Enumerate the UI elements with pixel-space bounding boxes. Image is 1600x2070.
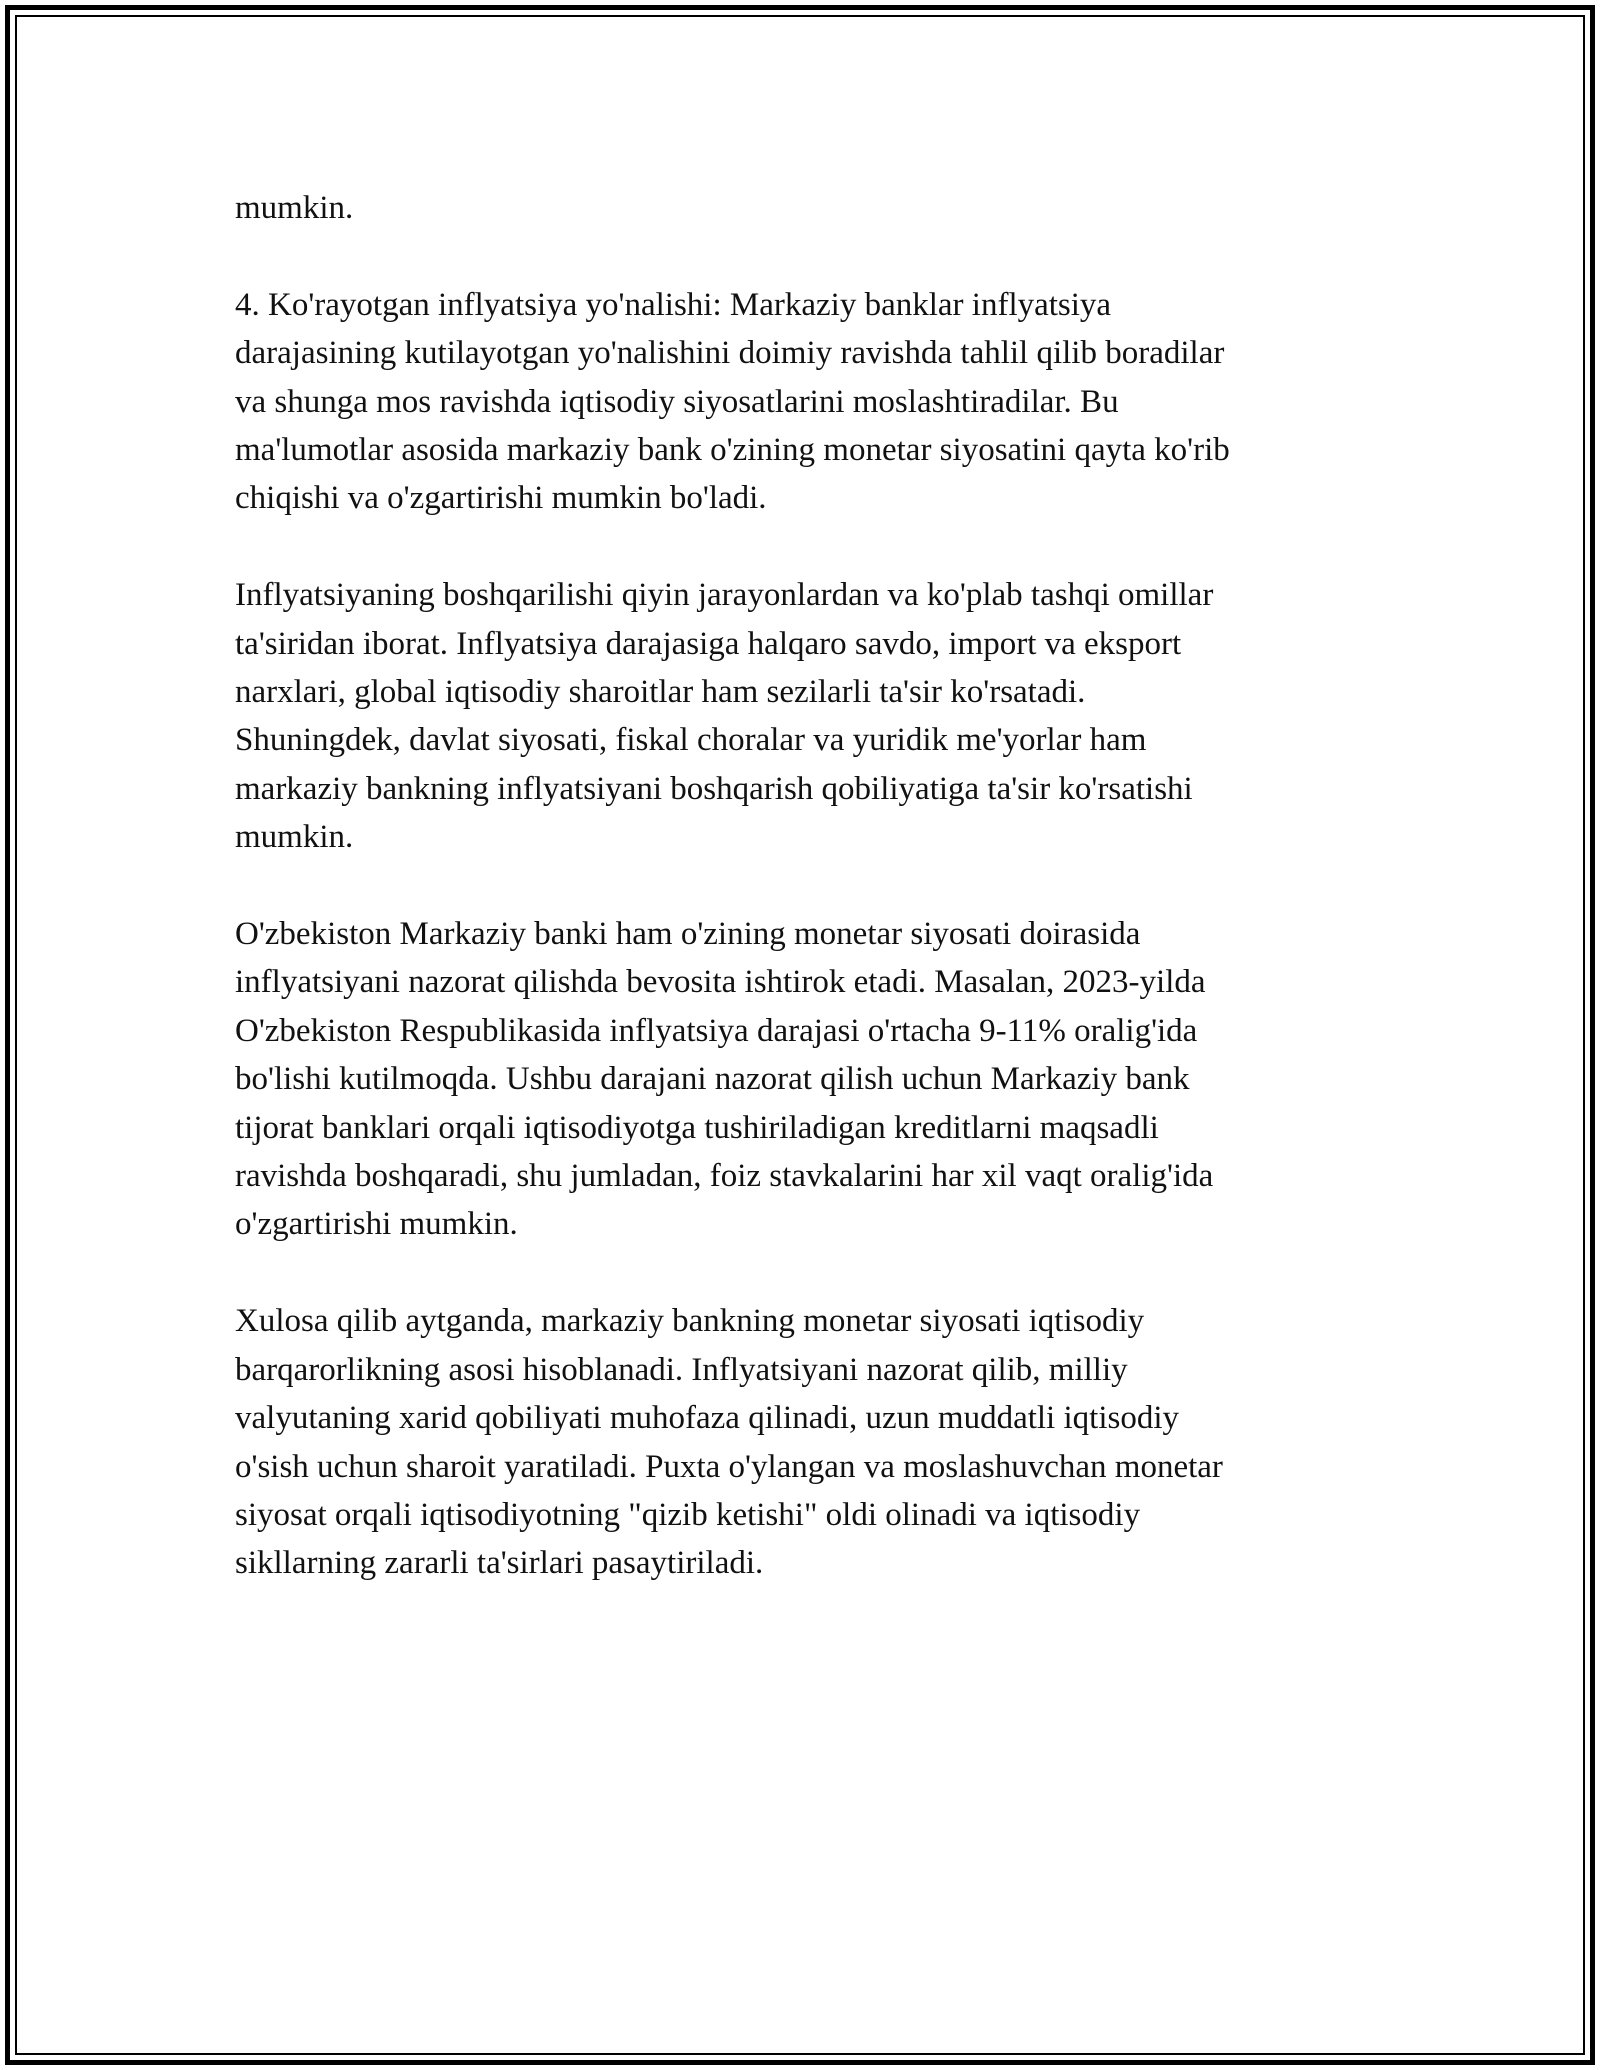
paragraph-conclusion: Xulosa qilib aytganda, markaziy bankning monetar siyosati iqtisodiy barqarorlikning asosi hisoblanadi. Inflyatsiyani nazorat qilib, milliy valyutaning xarid qobiliyati muhofaza qilinadi, uzun muddatli iqtisodiy o'sish uchun sharoit yaratiladi. Puxta o'ylangan va moslashuvchan monetar siyosat orqali iqtisodiyotning "qizib ketishi" oldi olinadi va iqtisodiy sikllarning zararli ta'sirlari pasaytiriladi. [235,1303,1223,1582]
paragraph-continuation: mumkin. [235,190,354,226]
paragraph-inflation-direction: 4. Ko'rayotgan inflyatsiya yo'nalishi: Markaziy banklar inflyatsiya darajasining kutilayotgan yo'nalishini doimiy ravishda tahlil qilib boradilar va shunga mos ravishda iqtisodiy siyosatlarini moslashtiradilar. Bu ma'lumotlar asosida markaziy bank o'zining monetar siyosatini qayta ko'rib chiqishi va o'zgartirishi mumkin bo'ladi. [235,286,1230,517]
paragraph-inflation-management: Inflyatsiyaning boshqarilishi qiyin jarayonlardan va ko'plab tashqi omillar ta'siridan iborat. Inflyatsiya darajasiga halqaro savdo, import va eksport narxlari, global iqtisodiy sharoitlar ham sezilarli ta'sir ko'rsatadi. Shuningdek, davlat siyosati, fiskal choralar va yuridik me'yorlar ham markaziy bankning inflyatsiyani boshqarish qobiliyatiga ta'sir ko'rsatishi mumkin. [235,577,1214,856]
document-body [235,184,1395,1636]
paragraph-uzbekistan-central-bank: O'zbekiston Markaziy banki ham o'zining monetar siyosati doirasida inflyatsiyani nazorat qilishda bevosita ishtirok etadi. Masalan, 2023-yilda O'zbekiston Respublikasida inflyatsiya darajasi o'rtacha 9-11% oralig'ida bo'lishi kutilmoqda. Ushbu darajani nazorat qilish uchun Markaziy bank tijorat banklari orqali iqtisodiyotga tushiriladigan kreditlarni maqsadli ravishda boshqaradi, shu jumladan, foiz stavkalarini har xil vaqt oralig'ida o'zgartirishi mumkin. [235,916,1214,1243]
